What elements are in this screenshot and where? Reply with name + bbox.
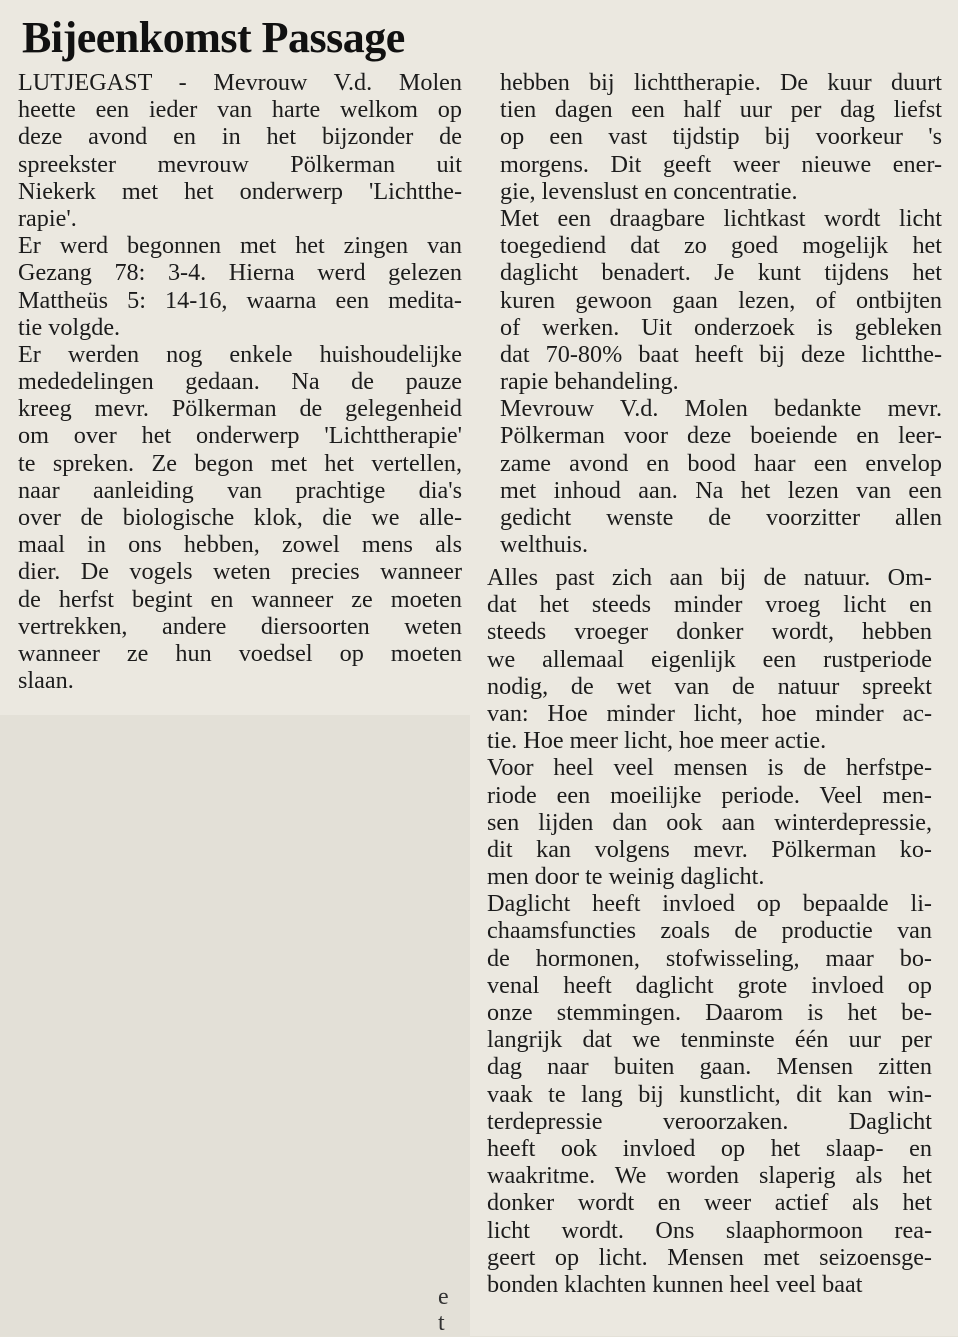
text-line: spreekster mevrouw Pölkerman uit	[18, 150, 462, 178]
text-line: zame avond en bood haar een envelop	[500, 449, 942, 477]
text-line: kreeg mevr. Pölkerman de gelegenheid	[18, 395, 462, 423]
article-paragraph	[18, 232, 462, 341]
text-line: de hormonen, stofwisseling, maar bo-	[487, 944, 932, 972]
article-paragraph	[487, 890, 932, 1298]
text-line: van: Hoe minder licht, hoe minder ac-	[487, 699, 932, 727]
text-line: steeds vroeger donker wordt, hebben	[487, 618, 932, 646]
text-line: hebben bij lichttherapie. De kuur duurt	[500, 69, 942, 96]
text-line: Voor heel veel mensen is de herfstpe-	[487, 754, 932, 782]
text-line: morgens. Dit geeft weer nieuwe ener-	[500, 150, 942, 178]
text-line: chaamsfuncties zoals de productie van	[487, 917, 932, 945]
text-line: Pölkerman voor deze boeiende en leer-	[500, 422, 942, 450]
text-line: geert op licht. Mensen met seizoensge-	[487, 1243, 932, 1271]
text-line: over de biologische klok, die we alle-	[18, 504, 462, 531]
text-line: maal in ons hebben, zowel mens als	[18, 531, 462, 559]
text-line: tie. Hoe meer licht, hoe meer actie.	[487, 727, 827, 755]
article-paragraph	[18, 69, 462, 232]
text-line: deze avond en in het bijzonder de	[18, 123, 462, 151]
text-line: wanneer ze hun voedsel op moeten	[18, 639, 462, 667]
article-paragraph	[500, 395, 942, 558]
text-line: licht wordt. Ons slaaphormoon rea-	[487, 1216, 932, 1244]
text-line: terdepressie veroorzaken. Daglicht	[487, 1107, 932, 1135]
text-line: welthuis.	[500, 531, 589, 559]
text-line: slaan.	[18, 667, 74, 695]
text-line: te spreken. Ze begon met het vertellen,	[18, 449, 462, 477]
text-line: Alles past zich aan bij de natuur. Om-	[487, 564, 932, 591]
text-line: riode een moeilijke periode. Veel men-	[487, 781, 932, 809]
text-line: LUTJEGAST - Mevrouw V.d. Molen	[18, 69, 462, 96]
margin-letter: t	[438, 1310, 445, 1336]
text-line: dier. De vogels weten precies wanneer	[18, 558, 462, 586]
text-line: rapie'.	[18, 204, 77, 232]
article-paragraph	[487, 754, 932, 890]
text-line: op een vast tijdstip bij voorkeur 's	[500, 123, 942, 151]
text-line: of werken. Uit onderzoek is gebleken	[500, 313, 942, 341]
text-line: bonden klachten kunnen heel veel baat	[487, 1270, 863, 1298]
text-line: naar aanleiding van prachtige dia's	[18, 476, 462, 504]
text-line: we allemaal eigenlijk een rustperiode	[487, 645, 932, 673]
text-line: rapie behandeling.	[500, 368, 679, 396]
text-line: langrijk dat we tenminste één uur per	[487, 1026, 932, 1054]
text-line: gedicht wenste de voorzitter allen	[500, 504, 942, 531]
text-line: Met een draagbare lichtkast wordt licht	[500, 204, 942, 232]
text-line: daglicht benadert. Je kunt tijdens het	[500, 259, 942, 287]
text-line: toegediend dat zo goed mogelijk het	[500, 232, 942, 260]
text-line: sen lijden dan ook aan winterdepressie,	[487, 808, 932, 836]
text-line: mededelingen gedaan. Na de pauze	[18, 368, 462, 396]
text-line: waakritme. We worden slaperig als het	[487, 1162, 932, 1190]
text-line: Niekerk met het onderwerp 'Lichtthe-	[18, 177, 462, 205]
text-line: gie, levenslust en concentratie.	[500, 177, 798, 205]
text-line: nodig, de wet van de natuur spreekt	[487, 672, 932, 700]
text-line: heette een ieder van harte welkom op	[18, 96, 462, 124]
text-line: Er werd begonnen met het zingen van	[18, 232, 462, 260]
text-line: dag naar buiten gaan. Mensen zitten	[487, 1053, 932, 1081]
text-line: dat het steeds minder vroeg licht en	[487, 591, 932, 619]
text-line: met inhoud aan. Na het lezen van een	[500, 476, 942, 504]
text-line: dit kan volgens mevr. Pölkerman ko-	[487, 835, 932, 863]
text-line: donker wordt en weer actief als het	[487, 1189, 932, 1217]
article-column-right-bottom	[487, 564, 932, 1298]
text-line: om over het onderwerp 'Lichttherapie'	[18, 422, 462, 450]
text-line: Er werden nog enkele huishoudelijke	[18, 340, 462, 368]
text-line: dat 70-80% baat heeft bij deze lichtthe-	[500, 340, 942, 368]
text-line: tie volgde.	[18, 313, 121, 341]
article-paragraph	[500, 205, 942, 395]
text-line: kuren gewoon gaan lezen, of ontbijten	[500, 286, 942, 314]
article-headline: Bijeenkomst Passage	[22, 13, 405, 62]
text-line: de herfst begint en wanneer ze moeten	[18, 585, 462, 613]
text-line: vaak te lang bij kunstlicht, dit kan win-	[487, 1080, 932, 1108]
text-line: men door te weinig daglicht.	[487, 863, 765, 891]
text-line: Gezang 78: 3-4. Hierna werd gelezen	[18, 259, 462, 287]
article-column-right-top	[500, 69, 942, 558]
article-paragraph	[487, 564, 932, 754]
article-column-left	[18, 69, 462, 694]
text-line: Mevrouw V.d. Molen bedankte mevr.	[500, 395, 942, 423]
article-paragraph	[18, 341, 462, 694]
text-line: Daglicht heeft invloed op bepaalde li-	[487, 890, 932, 918]
article-paragraph	[500, 69, 942, 205]
text-line: onze stemmingen. Daarom is het be-	[487, 999, 932, 1026]
text-line: venal heeft daglicht grote invloed op	[487, 971, 932, 999]
text-line: tien dagen een half uur per dag liefst	[500, 96, 942, 124]
blank-paper-area	[0, 715, 470, 1336]
margin-letter: e	[438, 1284, 449, 1310]
text-line: vertrekken, andere diersoorten weten	[18, 612, 462, 640]
text-line: heeft ook invloed op het slaap- en	[487, 1134, 932, 1162]
text-line: Mattheüs 5: 14-16, waarna een medita-	[18, 286, 462, 314]
